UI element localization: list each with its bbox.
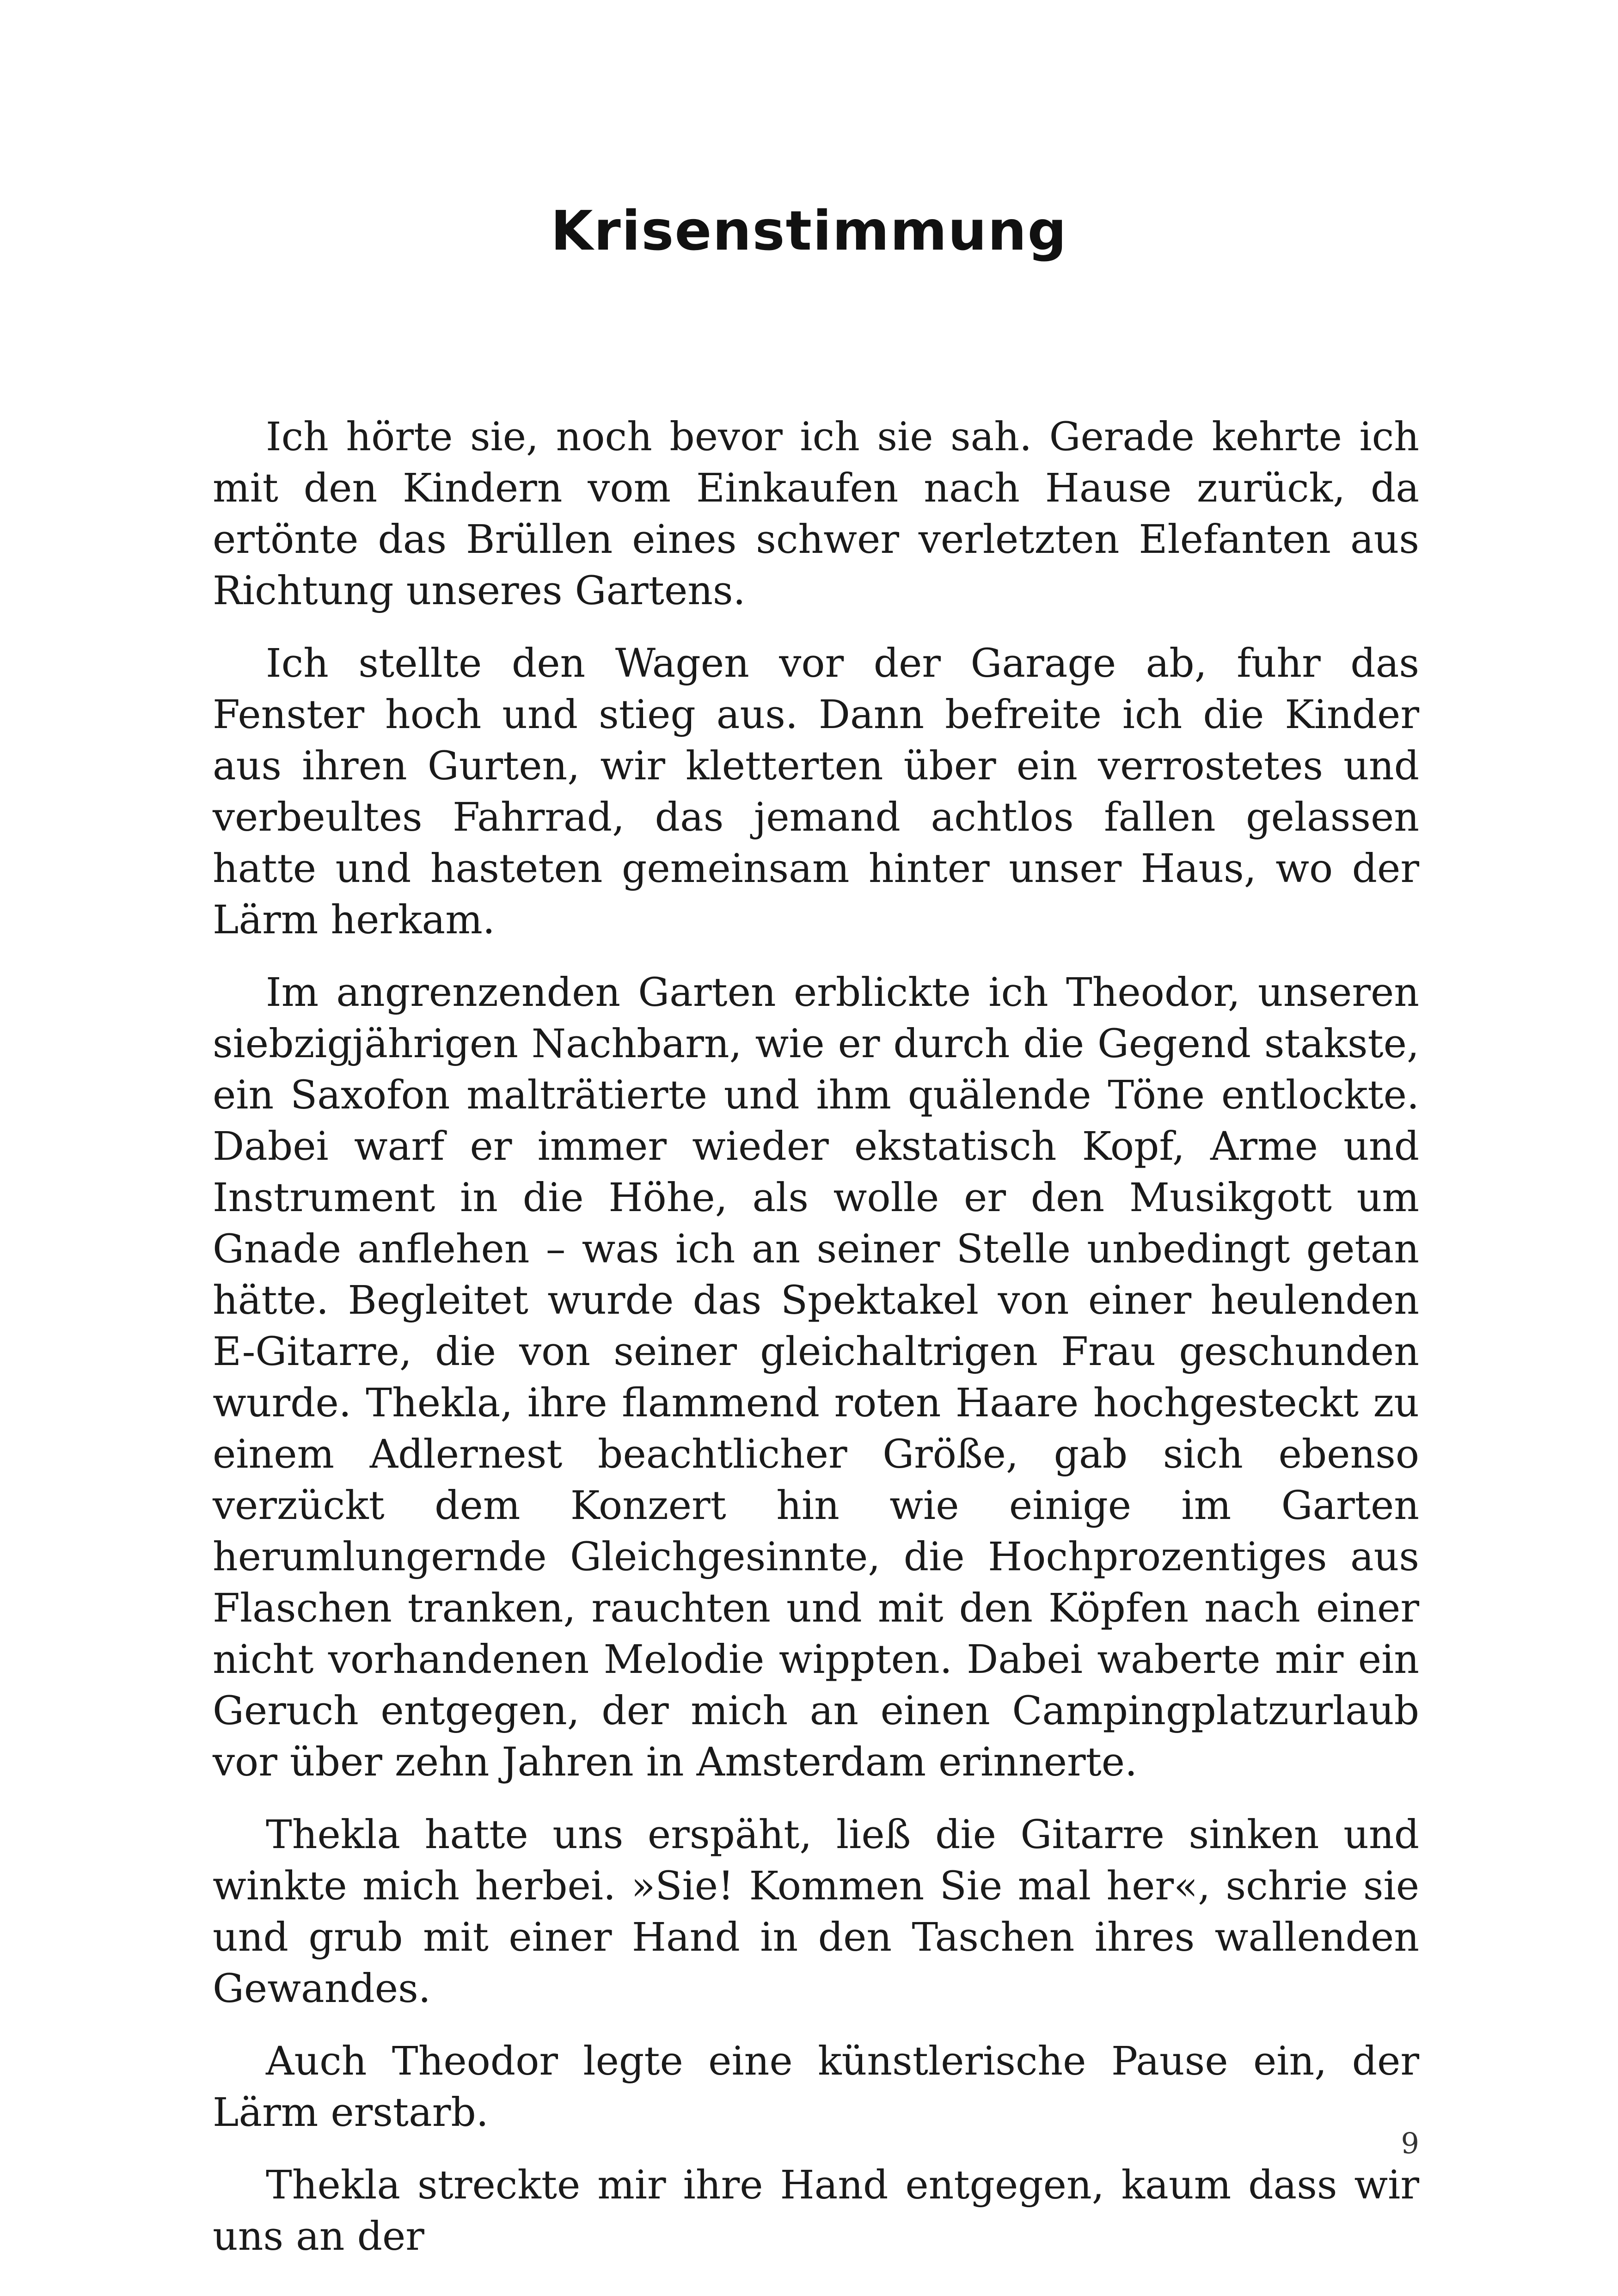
paragraph: Thekla hatte uns erspäht, ließ die Gitarre sinken und winkte mich herbei. »Sie! Kommen Sie mal her«, schrie sie und grub mit einer Hand in den Taschen ihres wallenden Gewandes. [213,1812,1419,2012]
paragraph: Thekla streckte mir ihre Hand entgegen, kaum dass wir uns an der [213,2162,1419,2259]
page-number: 9 [1401,2126,1419,2160]
body-text [213,411,1419,2284]
paragraph: Ich stellte den Wagen vor der Garage ab, fuhr das Fenster hoch und stieg aus. Dann befreite ich die Kinder aus ihren Gurten, wir kletterten über ein verrostetes und verbeultes Fahrrad, das jemand achtlos fallen gelassen hatte und hasteten gemeinsam hinter unser Haus, wo der Lärm herkam. [213,641,1419,943]
paragraph: Auch Theodor legte eine künstlerische Pause ein, der Lärm erstarb. [213,2039,1419,2136]
paragraph: Ich hörte sie, noch bevor ich sie sah. Gerade kehrte ich mit den Kindern vom Einkaufen nach Hause zurück, da ertönte das Brüllen eines schwer verletzten Elefanten aus Richtung unseres Gartens. [213,414,1419,614]
paragraph: Im angrenzenden Garten erblickte ich Theodor, unseren siebzigjährigen Nachbarn, wie er durch die Gegend stakste, ein Saxofon malträtierte und ihm quälende Töne entlockte. Dabei warf er immer wieder ekstatisch Kopf, Arme und Instrument in die Höhe, als wolle er den Musikgott um Gnade anflehen – was ich an seiner Stelle unbedingt getan hätte. Begleitet wurde das Spektakel von einer heulenden E-Gitarre, die von seiner gleichaltrigen Frau geschunden wurde. Thekla, ihre flammend roten Haare hochgesteckt zu einem Adlernest beachtlicher Größe, gab sich ebenso verzückt dem Konzert hin wie einige im Garten herumlungernde Gleichgesinnte, die Hochprozentiges aus Flaschen tranken, rauchten und mit den Köpfen nach einer nicht vorhandenen Melodie wippten. Dabei waberte mir ein Geruch entgegen, der mich an einen Campingplatzurlaub vor über zehn Jahren in Amsterdam erinnerte. [213,970,1419,1785]
chapter-title: Krisenstimmung [551,199,1067,263]
